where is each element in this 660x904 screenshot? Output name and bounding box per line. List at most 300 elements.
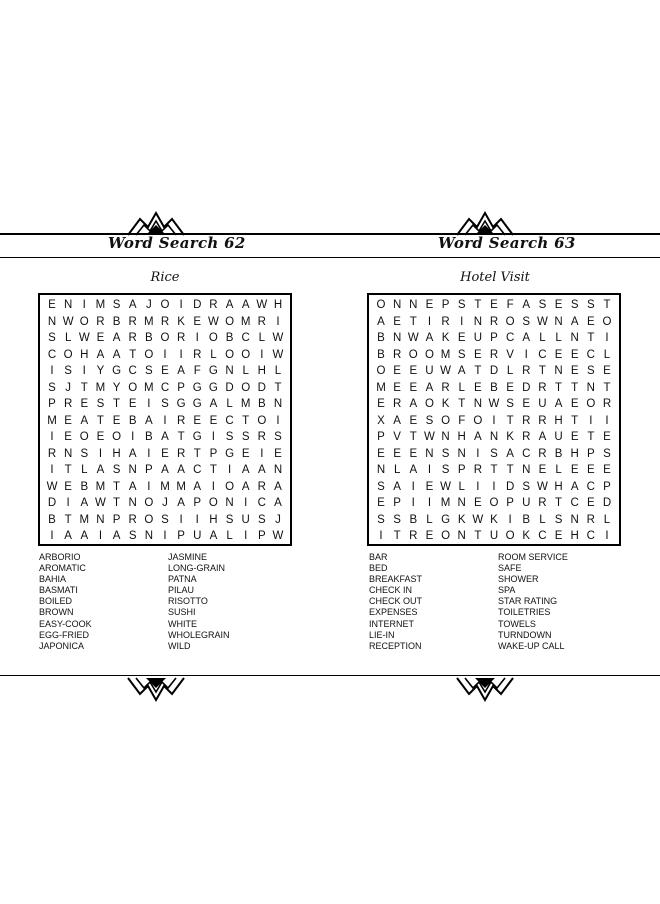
grid-letter: D <box>602 497 612 509</box>
word-list-item: LIE-IN <box>369 629 395 640</box>
grid-letter: A <box>193 480 202 493</box>
grid-letter: A <box>209 398 218 410</box>
grid-letter: A <box>145 414 153 427</box>
grid-letter: R <box>392 398 402 410</box>
grid-letter: X <box>377 414 385 427</box>
grid-letter: A <box>570 480 579 493</box>
grid-letter: S <box>112 464 121 476</box>
grid-letter: L <box>458 480 465 493</box>
grid-letter: L <box>555 332 562 344</box>
grid-letter: D <box>257 381 266 394</box>
grid-letter: I <box>98 530 103 542</box>
grid-row <box>40 495 290 513</box>
grid-letter: N <box>473 315 482 328</box>
grid-letter: A <box>80 530 89 542</box>
grid-letter: I <box>427 464 432 476</box>
grid-letter: E <box>48 299 56 311</box>
grid-letter: I <box>260 447 264 460</box>
grid-letter: E <box>522 398 531 410</box>
grid-letter: I <box>492 414 496 427</box>
grid-letter: I <box>50 464 54 476</box>
grid-letter: E <box>161 447 169 460</box>
grid-letter: T <box>177 431 185 443</box>
grid-letter: B <box>128 414 137 427</box>
grid-letter: N <box>63 447 73 460</box>
grid-row <box>369 429 619 447</box>
word-list-item: SUSHI <box>168 607 196 618</box>
grid-letter: I <box>476 447 480 460</box>
grid-letter: E <box>96 431 105 443</box>
grid-row <box>369 413 619 431</box>
grid-letter: C <box>193 464 202 476</box>
grid-letter: C <box>241 332 250 344</box>
grid-letter: T <box>193 447 201 460</box>
word-list-item: WHITE <box>168 618 197 629</box>
word-list-item: TURNDOWN <box>498 629 552 640</box>
grid-letter: A <box>96 348 105 361</box>
grid-letter: M <box>160 480 170 493</box>
grid-letter: A <box>112 530 121 542</box>
grid-letter: M <box>440 497 451 509</box>
grid-row <box>369 528 619 546</box>
grid-letter: I <box>211 480 215 493</box>
grid-letter: T <box>274 381 282 394</box>
grid-letter: T <box>538 365 546 377</box>
word-list-item: PILAU <box>168 585 195 596</box>
grid-letter: D <box>225 381 234 394</box>
grid-letter: I <box>427 315 432 328</box>
grid-letter: N <box>489 431 499 443</box>
grid-letter: O <box>208 332 218 344</box>
grid-letter: N <box>392 332 402 344</box>
grid-letter: E <box>393 365 401 377</box>
grid-letter: B <box>377 348 385 361</box>
grid-letter: N <box>273 398 283 410</box>
grid-letter: I <box>244 530 248 542</box>
grid-letter: A <box>274 480 282 493</box>
grid-row <box>40 429 290 447</box>
grid-row <box>40 462 290 480</box>
grid-letter: L <box>393 464 401 476</box>
grid-letter: I <box>605 530 609 542</box>
grid-letter: T <box>64 513 72 526</box>
grid-letter: S <box>522 480 531 493</box>
grid-letter: I <box>605 332 609 344</box>
grid-letter: S <box>80 447 89 460</box>
grid-letter: N <box>144 530 153 542</box>
grid-letter: S <box>457 348 466 361</box>
grid-letter: O <box>505 530 515 542</box>
grid-letter: U <box>554 431 563 443</box>
grid-letter: J <box>65 381 72 394</box>
grid-letter: B <box>80 480 89 493</box>
word-list-item: WHOLEGRAIN <box>168 629 230 640</box>
grid-letter: O <box>112 431 122 443</box>
grid-letter: S <box>586 365 595 377</box>
grid-letter: A <box>274 497 282 509</box>
word-list-item: SAFE <box>498 563 522 574</box>
grid-letter: N <box>586 381 595 394</box>
grid-letter: E <box>393 447 401 460</box>
grid-letter: E <box>377 497 385 509</box>
grid-letter: I <box>66 497 70 509</box>
grid-letter: T <box>242 414 250 427</box>
grid-letter: B <box>112 315 121 328</box>
word-list-item: PATNA <box>168 574 197 585</box>
grid-letter: G <box>441 513 451 526</box>
grid-letter: A <box>538 431 547 443</box>
grid-letter: A <box>128 299 137 311</box>
grid-letter: I <box>50 431 54 443</box>
word-list-item: RISOTTO <box>168 596 208 607</box>
grid-letter: O <box>241 381 251 394</box>
grid-letter: S <box>225 513 234 526</box>
grid-letter: I <box>147 447 151 460</box>
word-list-item: STAR RATING <box>498 596 558 607</box>
grid-letter: P <box>257 530 266 542</box>
grid-letter: M <box>440 348 451 361</box>
word-list-item: WILD <box>168 640 191 651</box>
grid-letter: H <box>570 530 579 542</box>
grid-letter: C <box>225 414 234 427</box>
grid-letter: E <box>538 464 547 476</box>
grid-letter: R <box>128 315 137 328</box>
grid-letter: K <box>490 513 498 526</box>
grid-letter: U <box>522 497 531 509</box>
grid-letter: W <box>472 513 484 526</box>
grid-letter: R <box>522 365 531 377</box>
grid-letter: K <box>457 513 466 526</box>
grid-letter: N <box>457 497 466 509</box>
grid-letter: B <box>257 398 266 410</box>
grid-letter: G <box>112 365 122 377</box>
grid-letter: E <box>409 365 418 377</box>
grid-letter: R <box>409 530 418 542</box>
grid-row <box>40 314 290 332</box>
grid-letter: H <box>570 447 579 460</box>
grid-letter: D <box>47 497 57 509</box>
grid-letter: C <box>570 497 579 509</box>
grid-letter: P <box>177 530 185 542</box>
grid-letter: U <box>538 398 547 410</box>
grid-letter: S <box>586 299 595 311</box>
grid-letter: A <box>474 431 482 443</box>
grid-letter: I <box>50 530 54 542</box>
grid-letter: I <box>50 365 54 377</box>
grid-letter: L <box>603 348 611 361</box>
grid-letter: M <box>95 480 106 493</box>
grid-letter: A <box>241 480 250 493</box>
grid-letter: L <box>210 348 217 361</box>
grid-letter: A <box>522 299 531 311</box>
grid-letter: I <box>98 447 103 460</box>
grid-letter: H <box>554 414 563 427</box>
grid-letter: T <box>393 530 401 542</box>
grid-letter: R <box>257 480 266 493</box>
grid-letter: O <box>225 348 235 361</box>
word-list-left <box>369 552 422 652</box>
grid-letter: E <box>554 299 563 311</box>
grid-letter: C <box>128 365 137 377</box>
grid-row <box>369 380 619 398</box>
grid-letter: S <box>603 447 611 460</box>
grid-letter: E <box>80 398 89 410</box>
grid-letter: S <box>425 414 434 427</box>
grid-letter: C <box>586 348 595 361</box>
grid-letter: R <box>392 348 402 361</box>
grid-letter: N <box>392 299 402 311</box>
grid-letter: W <box>536 480 548 493</box>
grid-letter: E <box>377 447 385 460</box>
grid-row <box>40 446 290 464</box>
word-list-item: BROWN <box>39 607 74 618</box>
grid-letter: W <box>78 332 90 344</box>
word-list-item: BAHIA <box>39 574 67 585</box>
grid-letter: U <box>489 530 499 542</box>
grid-letter: I <box>492 480 496 493</box>
grid-letter: A <box>257 464 266 476</box>
grid-letter: E <box>586 497 595 509</box>
grid-letter: M <box>95 381 106 394</box>
grid-letter: W <box>272 530 284 542</box>
grid-letter: G <box>208 365 218 377</box>
grid-letter: E <box>193 315 202 328</box>
grid-letter: L <box>458 381 465 394</box>
grid-letter: S <box>241 431 250 443</box>
grid-letter: O <box>473 414 483 427</box>
grid-letter: K <box>441 398 450 410</box>
grid-letter: J <box>162 497 168 509</box>
grid-letter: N <box>570 332 579 344</box>
grid-row <box>40 396 290 414</box>
word-list-item: SPA <box>498 585 516 596</box>
grid-letter: H <box>257 365 266 377</box>
grid-letter: E <box>409 447 418 460</box>
grid-letter: S <box>48 332 56 344</box>
grid-letter: O <box>144 513 154 526</box>
grid-letter: A <box>457 365 466 377</box>
grid-letter: F <box>506 299 514 311</box>
grid-letter: I <box>460 315 464 328</box>
grid-letter: M <box>79 513 90 526</box>
grid-letter: A <box>177 464 185 476</box>
grid-letter: L <box>506 365 514 377</box>
grid-letter: G <box>192 431 202 443</box>
grid-letter: E <box>603 365 611 377</box>
grid-letter: W <box>46 480 58 493</box>
grid-letter: E <box>64 414 72 427</box>
grid-letter: A <box>522 332 531 344</box>
grid-letter: W <box>62 315 74 328</box>
grid-letter: C <box>160 381 170 394</box>
grid-letter: R <box>193 348 202 361</box>
grid-letter: B <box>225 332 234 344</box>
grid-letter: P <box>441 299 450 311</box>
grid-letter: O <box>376 365 386 377</box>
grid-letter: A <box>161 464 169 476</box>
word-list-item: CHECK OUT <box>369 596 423 607</box>
grid-row <box>369 297 619 315</box>
grid-letter: I <box>147 480 151 493</box>
grid-row <box>40 330 290 348</box>
grid-letter: S <box>554 513 563 526</box>
grid-letter: P <box>145 464 153 476</box>
grid-letter: E <box>393 315 401 328</box>
grid-letter: T <box>64 464 72 476</box>
grid-letter: A <box>128 480 137 493</box>
grid-letter: N <box>273 464 283 476</box>
grid-row <box>40 380 290 398</box>
grid-letter: A <box>570 315 579 328</box>
grid-letter: O <box>602 315 612 328</box>
word-list-item: CHECK IN <box>369 585 413 596</box>
grid-letter: O <box>79 315 89 328</box>
grid-letter: K <box>506 431 514 443</box>
grid-letter: W <box>256 299 268 311</box>
grid-letter: T <box>409 315 417 328</box>
grid-letter: G <box>208 381 218 394</box>
grid-letter: R <box>209 299 218 311</box>
grid-letter: S <box>161 513 169 526</box>
grid-letter: D <box>505 480 515 493</box>
grid-letter: C <box>522 447 531 460</box>
grid-row <box>40 413 290 431</box>
grid-letter: K <box>522 530 531 542</box>
grid-letter: E <box>603 464 611 476</box>
word-list-item: EASY-COOK <box>39 618 92 629</box>
grid-letter: R <box>63 398 73 410</box>
grid-letter: E <box>570 431 579 443</box>
grid-letter: I <box>163 530 167 542</box>
grid-letter: L <box>81 464 88 476</box>
grid-letter: I <box>179 299 183 311</box>
grid-row <box>40 347 290 365</box>
grid-letter: C <box>47 348 57 361</box>
grid-letter: B <box>145 431 153 443</box>
grid-letter: N <box>63 299 73 311</box>
grid-letter: T <box>474 530 482 542</box>
grid-letter: I <box>82 299 86 311</box>
grid-letter: I <box>524 348 528 361</box>
word-list-item: EXPENSES <box>369 607 418 618</box>
grid-letter: A <box>80 497 89 509</box>
grid-letter: P <box>209 447 218 460</box>
grid-letter: W <box>423 431 435 443</box>
grid-letter: G <box>225 447 235 460</box>
word-list-item: BASMATI <box>39 585 78 596</box>
grid-letter: T <box>490 464 498 476</box>
grid-letter: A <box>112 348 121 361</box>
grid-letter: O <box>376 299 386 311</box>
grid-letter: L <box>258 332 266 344</box>
grid-letter: H <box>209 513 218 526</box>
grid-letter: N <box>128 464 137 476</box>
grid-letter: T <box>587 431 595 443</box>
grid-letter: O <box>257 414 267 427</box>
grid-letter: N <box>225 365 234 377</box>
grid-letter: L <box>226 398 233 410</box>
grid-letter: S <box>112 299 121 311</box>
grid-letter: T <box>603 381 611 394</box>
word-list-item: BOILED <box>39 596 73 607</box>
grid-letter: R <box>538 414 547 427</box>
grid-letter: N <box>457 447 466 460</box>
grid-letter: E <box>603 431 611 443</box>
grid-letter: N <box>554 315 563 328</box>
grid-letter: S <box>506 398 514 410</box>
grid-letter: M <box>376 381 386 394</box>
grid-letter: A <box>377 315 385 328</box>
grid-letter: C <box>257 497 266 509</box>
grid-letter: B <box>522 513 531 526</box>
grid-letter: A <box>64 530 72 542</box>
grid-letter: W <box>94 497 106 509</box>
grid-letter: N <box>473 398 482 410</box>
grid-row <box>369 446 619 464</box>
grid-letter: T <box>409 431 417 443</box>
grid-letter: R <box>441 315 450 328</box>
grid-letter: R <box>176 414 186 427</box>
grid-letter: N <box>457 530 466 542</box>
grid-letter: T <box>571 381 579 394</box>
grid-row <box>369 495 619 513</box>
grid-letter: S <box>48 381 56 394</box>
grid-letter: U <box>241 513 250 526</box>
grid-letter: O <box>160 299 170 311</box>
grid-letter: I <box>195 513 199 526</box>
grid-letter: M <box>144 315 154 328</box>
grid-letter: T <box>603 299 611 311</box>
letter-grid <box>367 293 621 546</box>
grid-letter: R <box>257 431 266 443</box>
grid-letter: H <box>273 299 283 311</box>
word-list-item: RECEPTION <box>369 640 422 651</box>
grid-letter: C <box>538 530 547 542</box>
puzzle-header: Word Search 62 <box>108 234 246 252</box>
grid-letter: E <box>506 381 514 394</box>
grid-letter: P <box>603 480 611 493</box>
grid-letter: R <box>441 381 450 394</box>
grid-row <box>369 512 619 530</box>
grid-letter: R <box>128 332 137 344</box>
grid-letter: S <box>377 513 385 526</box>
grid-letter: Y <box>96 365 105 377</box>
grid-letter: O <box>408 348 418 361</box>
grid-letter: W <box>407 332 419 344</box>
word-list-left <box>39 552 92 652</box>
grid-letter: O <box>225 315 235 328</box>
grid-letter: U <box>425 365 434 377</box>
grid-letter: P <box>177 381 185 394</box>
grid-letter: R <box>602 398 612 410</box>
grid-letter: L <box>242 365 249 377</box>
grid-letter: R <box>538 447 547 460</box>
grid-letter: T <box>96 414 104 427</box>
grid-row <box>369 330 619 348</box>
grid-letter: W <box>536 315 548 328</box>
grid-letter: T <box>113 480 121 493</box>
grid-letter: I <box>131 431 135 443</box>
grid-letter: K <box>441 332 450 344</box>
word-list-item: TOWELS <box>498 618 536 629</box>
grid-letter: C <box>586 530 595 542</box>
grid-letter: T <box>80 381 88 394</box>
grid-letter: J <box>275 513 281 526</box>
grid-letter: P <box>506 497 514 509</box>
grid-letter: I <box>163 414 167 427</box>
grid-letter: O <box>225 480 235 493</box>
grid-letter: B <box>145 332 153 344</box>
